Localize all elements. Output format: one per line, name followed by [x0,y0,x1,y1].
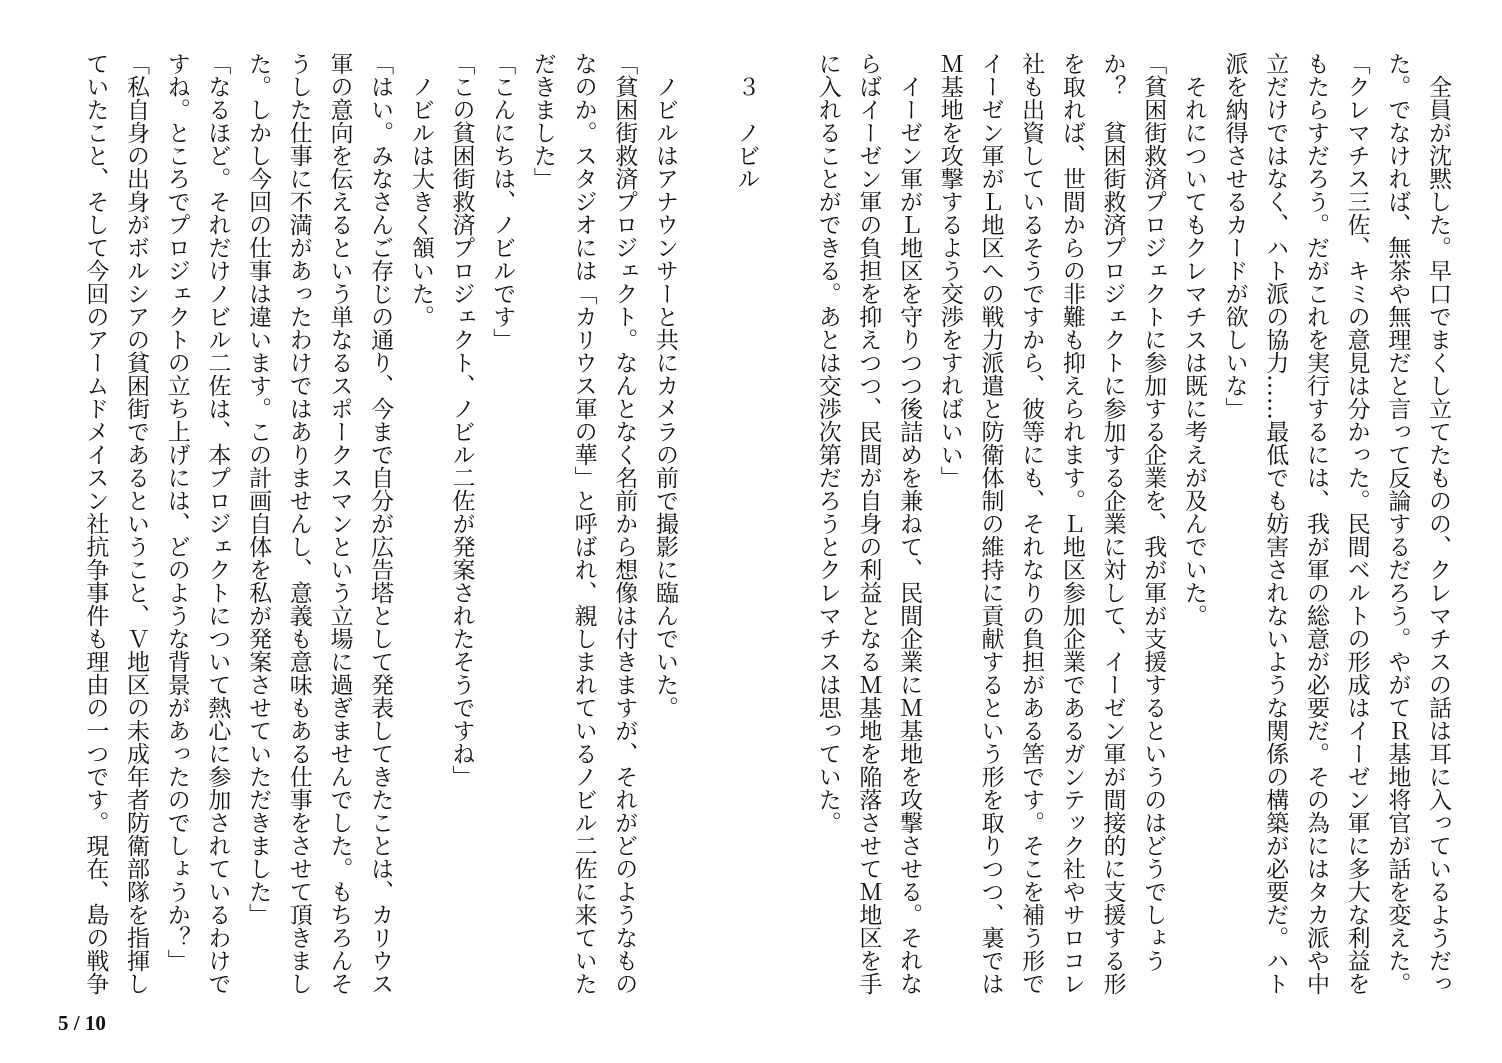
text-column: なのか。スタジオには「カリウス軍の華」と呼ばれ、親しまれているノビル二佐に来ていた [570,52,597,995]
text-column [685,52,726,1012]
text-column: ノビルは大きく頷いた。 [407,52,434,328]
text-column: Ｍ基地を攻撃するよう交渉をすればいい」 [936,52,963,489]
text-column: ノビルはアナウンサーと共にカメラの前で撮影に臨んでいた。 [651,52,678,719]
text-column: うした仕事に不満があったわけではありませんし、意義も意味もある仕事をさせて頂きまし [285,52,312,995]
text-column: 「クレマチス三佐、キミの意見は分かった。民間ベルトの形成はイーゼン軍に多大な利益を [1343,52,1370,995]
text-column: 軍の意向を伝えるという単なるスポークスマンという立場に過ぎませんでした。もちろんそ [326,52,353,995]
text-column: 派を納得させるカードが欲しいな」 [1221,52,1248,420]
text-column: それについてもクレマチスは既に考えが及んでいた。 [1180,52,1207,627]
text-column: イーゼン軍がＬ地区を守りつつ後詰めを兼ねて、民間企業にＭ基地を攻撃させる。それな [896,52,923,995]
page-number: 5 / 10 [58,1011,106,1035]
text-column: 「はい。みなさんご存じの通り、今まで自分が広告塔として発表してきたことは、カリウス [367,52,394,995]
text-column: か？ 貧困街救済プロジェクトに参加する企業に対して、イーゼン軍が間接的に支援する形 [1099,52,1126,995]
text-column: 「貧困街救済プロジェクト。なんとなく名前から想像は付きますが、それがどのようなもの [611,52,638,995]
text-column: 立だけではなく、ハト派の協力……最低でも妨害されないような関係の構築が必要だ。ハト [1262,52,1289,995]
text-column: ていたこと、そして今回のアームドメイスン社抗争事件も理由の一つです。現在、島の戦争 [82,52,109,995]
text-column: 社も出資しているそうですから、彼等にも、それなりの負担がある筈です。そこを補う形で [1018,52,1045,995]
text-column [766,52,807,1012]
text-column: 「貧困街救済プロジェクトに参加する企業を、我が軍が支援するというのはどうでしょう [1140,52,1167,972]
text-column: らばイーゼン軍の負担を抑えつつ、民間が自身の利益となるＭ基地を陥落させてＭ地区を手 [855,52,882,995]
section-heading: ３ ノビル [733,52,760,190]
text-column: 「この貧困街救済プロジェクト、ノビル二佐が発案されたそうですね」 [448,52,475,788]
text-column: すね。ところでプロジェクトの立ち上げには、どのような背景があったのでしょうか？」 [163,52,190,972]
text-column: を取れば、世間からの非難も抑えられます。Ｌ地区参加企業であるガンテック社やサロコレ [1058,52,1085,995]
text-column: 「私自身の出身がボルシアの貧困街であるということ、Ｖ地区の未成年者防衛部隊を指揮し [123,52,149,995]
text-column: た。しかし今回の仕事は違います。この計画自体を私が発案させていただきました」 [245,52,272,926]
text-column: 「なるほど。それだけノビル二佐は、本プロジェクトについて熱心に参加されているわけで [204,52,231,995]
text-column: もたらすだろう。だがこれを実行するには、我が軍の総意が必要だ。その為にはタカ派や中 [1302,52,1329,995]
text-column: た。でなければ、無茶や無理だと言って反論するだろう。やがてＲ基地将官が話を変えた。 [1384,52,1411,995]
text-column: に入れることができる。あとは交渉次第だろうとクレマチスは思っていた。 [814,52,841,834]
text-column: 全員が沈黙した。早口でまくし立てたものの、クレマチスの話は耳に入っているようだっ [1425,52,1451,995]
vertical-text-body [75,52,1458,1012]
text-column: だきました」 [529,52,556,190]
text-column: イーゼン軍がＬ地区への戦力派遣と防衛体制の維持に貢献するという形を取りつつ、裏では [977,52,1004,995]
text-column: 「こんにちは、ノビルです」 [489,52,516,351]
